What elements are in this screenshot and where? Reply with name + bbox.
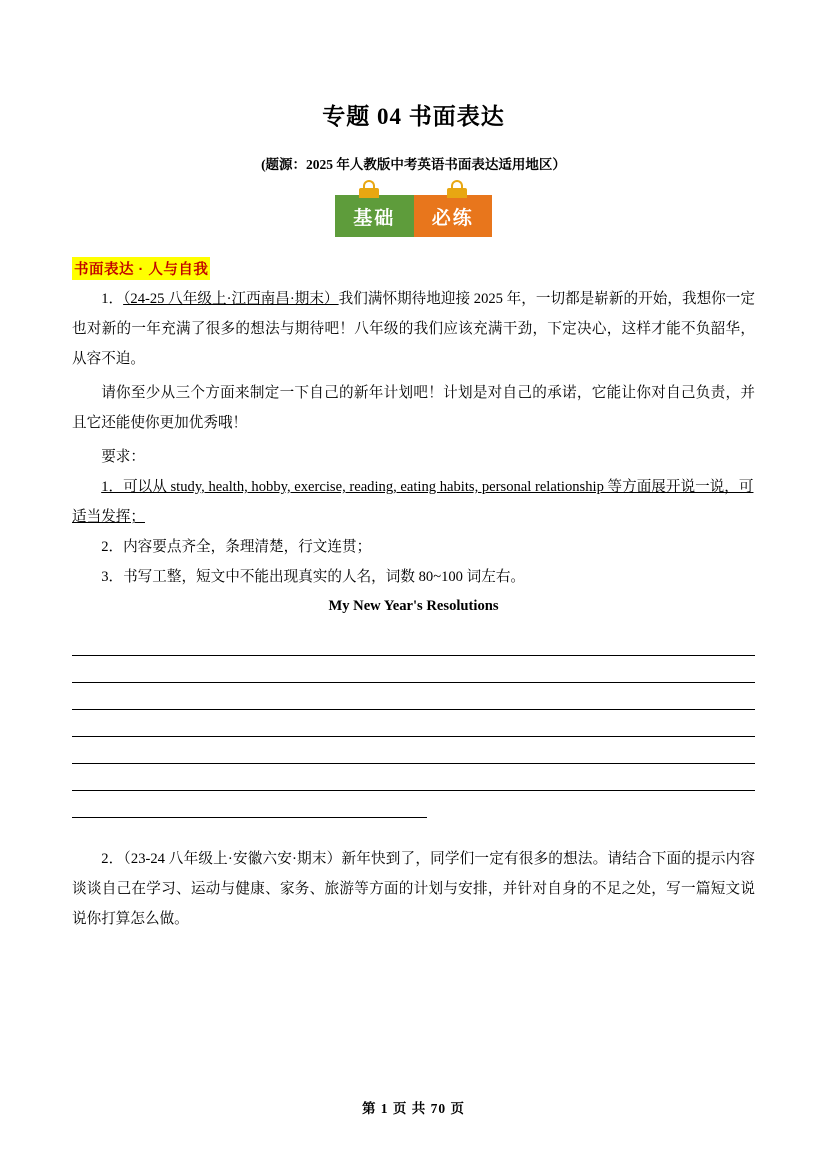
question-1-source: （24-25 八年级上·江西南昌·期末）: [123, 291, 339, 307]
answer-line[interactable]: [72, 710, 755, 737]
page-subtitle: (题源：2025 年人教版中考英语书面表达适用地区）: [261, 157, 566, 172]
answer-line[interactable]: [72, 764, 755, 791]
question-1-text-2: 请你至少从三个方面来制定一下自己的新年计划吧！计划是对自己的承诺，它能让你对自己负责，并且它还能使你更加优秀哦！: [72, 385, 755, 431]
question-1-number-dot: ．: [108, 291, 124, 307]
question-2-number: 2: [101, 851, 109, 867]
question-1-number: 1: [101, 291, 109, 307]
answer-line[interactable]: [72, 656, 755, 683]
question-2-stem: [72, 844, 755, 934]
answer-line-short[interactable]: [72, 791, 427, 818]
answer-line[interactable]: [72, 683, 755, 710]
section-heading: 书面表达 · 人与自我: [72, 257, 210, 280]
question-1-requirement-3: 3．书写工整，短文中不能出现真实的人名，词数 80~100 词左右。: [101, 569, 526, 585]
requirement-1-text: 1．可以从 study, health, hobby, exercise, reading, eating habits, personal relationship 等方面展开说一说，可适当发挥；: [72, 479, 754, 525]
answer-line[interactable]: [72, 629, 755, 656]
page-footer: 第 1 页 共 70 页: [361, 1101, 466, 1116]
question-1-requirement-1: [72, 472, 755, 532]
question-2-number-dot: ．: [108, 851, 124, 867]
composition-title: My New Year's Resolutions: [328, 598, 499, 614]
page-title: 专题 04 书面表达: [322, 104, 505, 129]
practice-banner: [335, 195, 492, 237]
answer-line[interactable]: [72, 737, 755, 764]
question-2-text: 新年快到了，同学们一定有很多的想法。请结合下面的提示内容谈谈自己在学习、运动与健康、家务、旅游等方面的计划与安排，并针对自身的不足之处，写一篇短文说说你打算怎么做。: [72, 851, 755, 927]
question-1-requirements-label: 要求：: [101, 449, 145, 465]
question-1-stem: [72, 284, 755, 374]
banner-right-label: 必练: [414, 195, 493, 237]
question-2-source: （23-24 八年级上·安徽六安·期末）: [123, 851, 342, 867]
binder-clip-left-icon: [359, 180, 379, 198]
question-1-stem-2: [72, 378, 755, 438]
banner-left-label: 基础: [335, 195, 414, 237]
question-1-requirement-2: 2．内容要点齐全，条理清楚，行文连贯；: [101, 539, 372, 555]
answer-lines: [72, 629, 755, 818]
binder-clip-right-icon: [447, 180, 467, 198]
question-1-text: 我们满怀期待地迎接 2025 年，一切都是崭新的开始，我想你一定也对新的一年充满了很多的想法与期待吧！八年级的我们应该充满干劲，下定决心，这样才能不负韶华，从容不迫。: [72, 291, 755, 367]
banner-container: [72, 195, 755, 237]
